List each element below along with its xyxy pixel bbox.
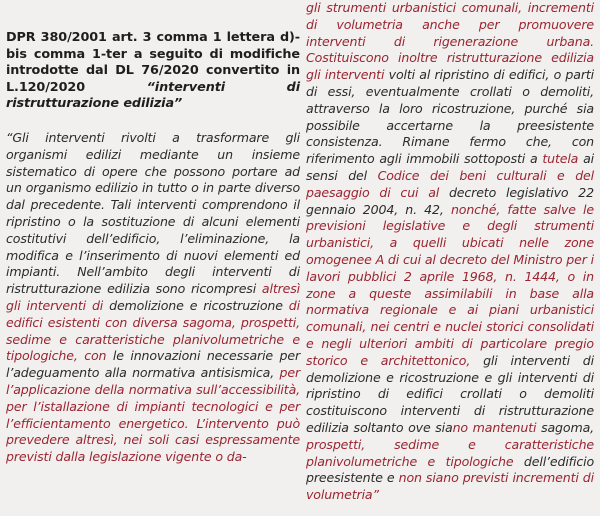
body-text-run: dell’edificio preesistente e [306,453,594,486]
highlighted-text: di edifici esistenti con diversa sagoma, prospetti, sedime e caratteristiche planivolumetriche e tipologiche, con [6,297,300,364]
highlighted-text: altresì gli interventi di [6,281,300,313]
highlighted-text: prospetti, sedime e caratteristiche planivolumetriche e tipologiche [306,436,594,469]
heading-italic: “interventi di ristrutturazione edilizia” [6,79,300,112]
heading-main: DPR 380/2001 art. 3 comma 1 lettera d)-bis comma 1-ter a seguito di modifiche introdotte dal DL 76/2020 convertito in L.120/2020 [6,30,300,95]
highlighted-text: per l’applicazione della normativa sull’accessibilità, per l’istallazione di impianti tecnologici e per l’efficientamento energetico. L’intervento può prevedere altresì, nei soli casi espressamente previsti dalla legislazione vigente o da- [6,365,300,465]
body-text-run: volti al ripristino di edifici, o parti di essi, eventualmente crollati o demoliti, attraverso la loro ricostruzione, purché sia possibile accertarne la preesistente consistenza. Rimane fermo che, con riferimento agli immobili sottoposti a [306,67,595,167]
highlighted-text: nonché, fatte salve le previsioni legislative e degli strumenti urbanistici, a quelli ubicati nelle zone omogenee A di cui al decreto del Ministro per i lavori pubblici 2 aprile 1968, n. 1444, o in zone a queste assimilabili in base alla normativa regionale e ai piani urbanistici comunali, nei centri e nuclei storici consolidati e negli ulteriori ambiti di particolare pregio storico e architettonico, [306,201,594,368]
left-column [6,0,300,466]
body-text-run: demolizione e ricostruzione [103,297,289,313]
body-text-left [6,130,300,466]
section-heading [6,30,300,113]
highlighted-text: tutela [542,151,579,167]
body-text-right [306,0,594,504]
body-text-run: ai sensi del [306,151,594,183]
highlighted-text: Codice dei beni culturali e del paesaggio di cui al [306,167,594,200]
body-text-run: “Gli interventi rivolti a trasformare gli organismi edilizi mediante un insieme sistematico di opere che possono portare ad un organismo edilizio in tutto o in parte diverso dal precedente. Tali interventi comprendono il ripristino o la sostituzione di alcuni elementi costitutivi dell’edificio, l’eliminazione, la modifica e l’inserimento di nuovi elementi ed impianti. Nell’ambito degli interventi di ristrutturazione edilizia sono ricompresi [6,129,300,297]
body-text-run: decreto legislativo 22 gennaio 2004, n. 42, [306,184,594,217]
highlighted-text: no mantenuti [452,419,537,435]
body-text-run: le innovazioni necessarie per l’adeguamento alla normativa antisismica, [6,348,300,381]
highlighted-text: gli strumenti urbanistici comunali, incrementi di volumetria anche per promuovere interventi di rigenerazione urbana. Costituiscono inoltre ristrutturazione edilizia gli interventi [306,0,594,83]
body-text-run: sagoma, [536,419,594,435]
right-column [306,0,594,504]
body-text-run: gli interventi di demolizione e ricostruzione e gli interventi di ripristino di edifici crollati o demoliti costituiscono interventi di ristrutturazione edilizia soltanto ove sia [306,352,594,435]
highlighted-text: non siano previsti incrementi di volumetria” [306,470,594,503]
